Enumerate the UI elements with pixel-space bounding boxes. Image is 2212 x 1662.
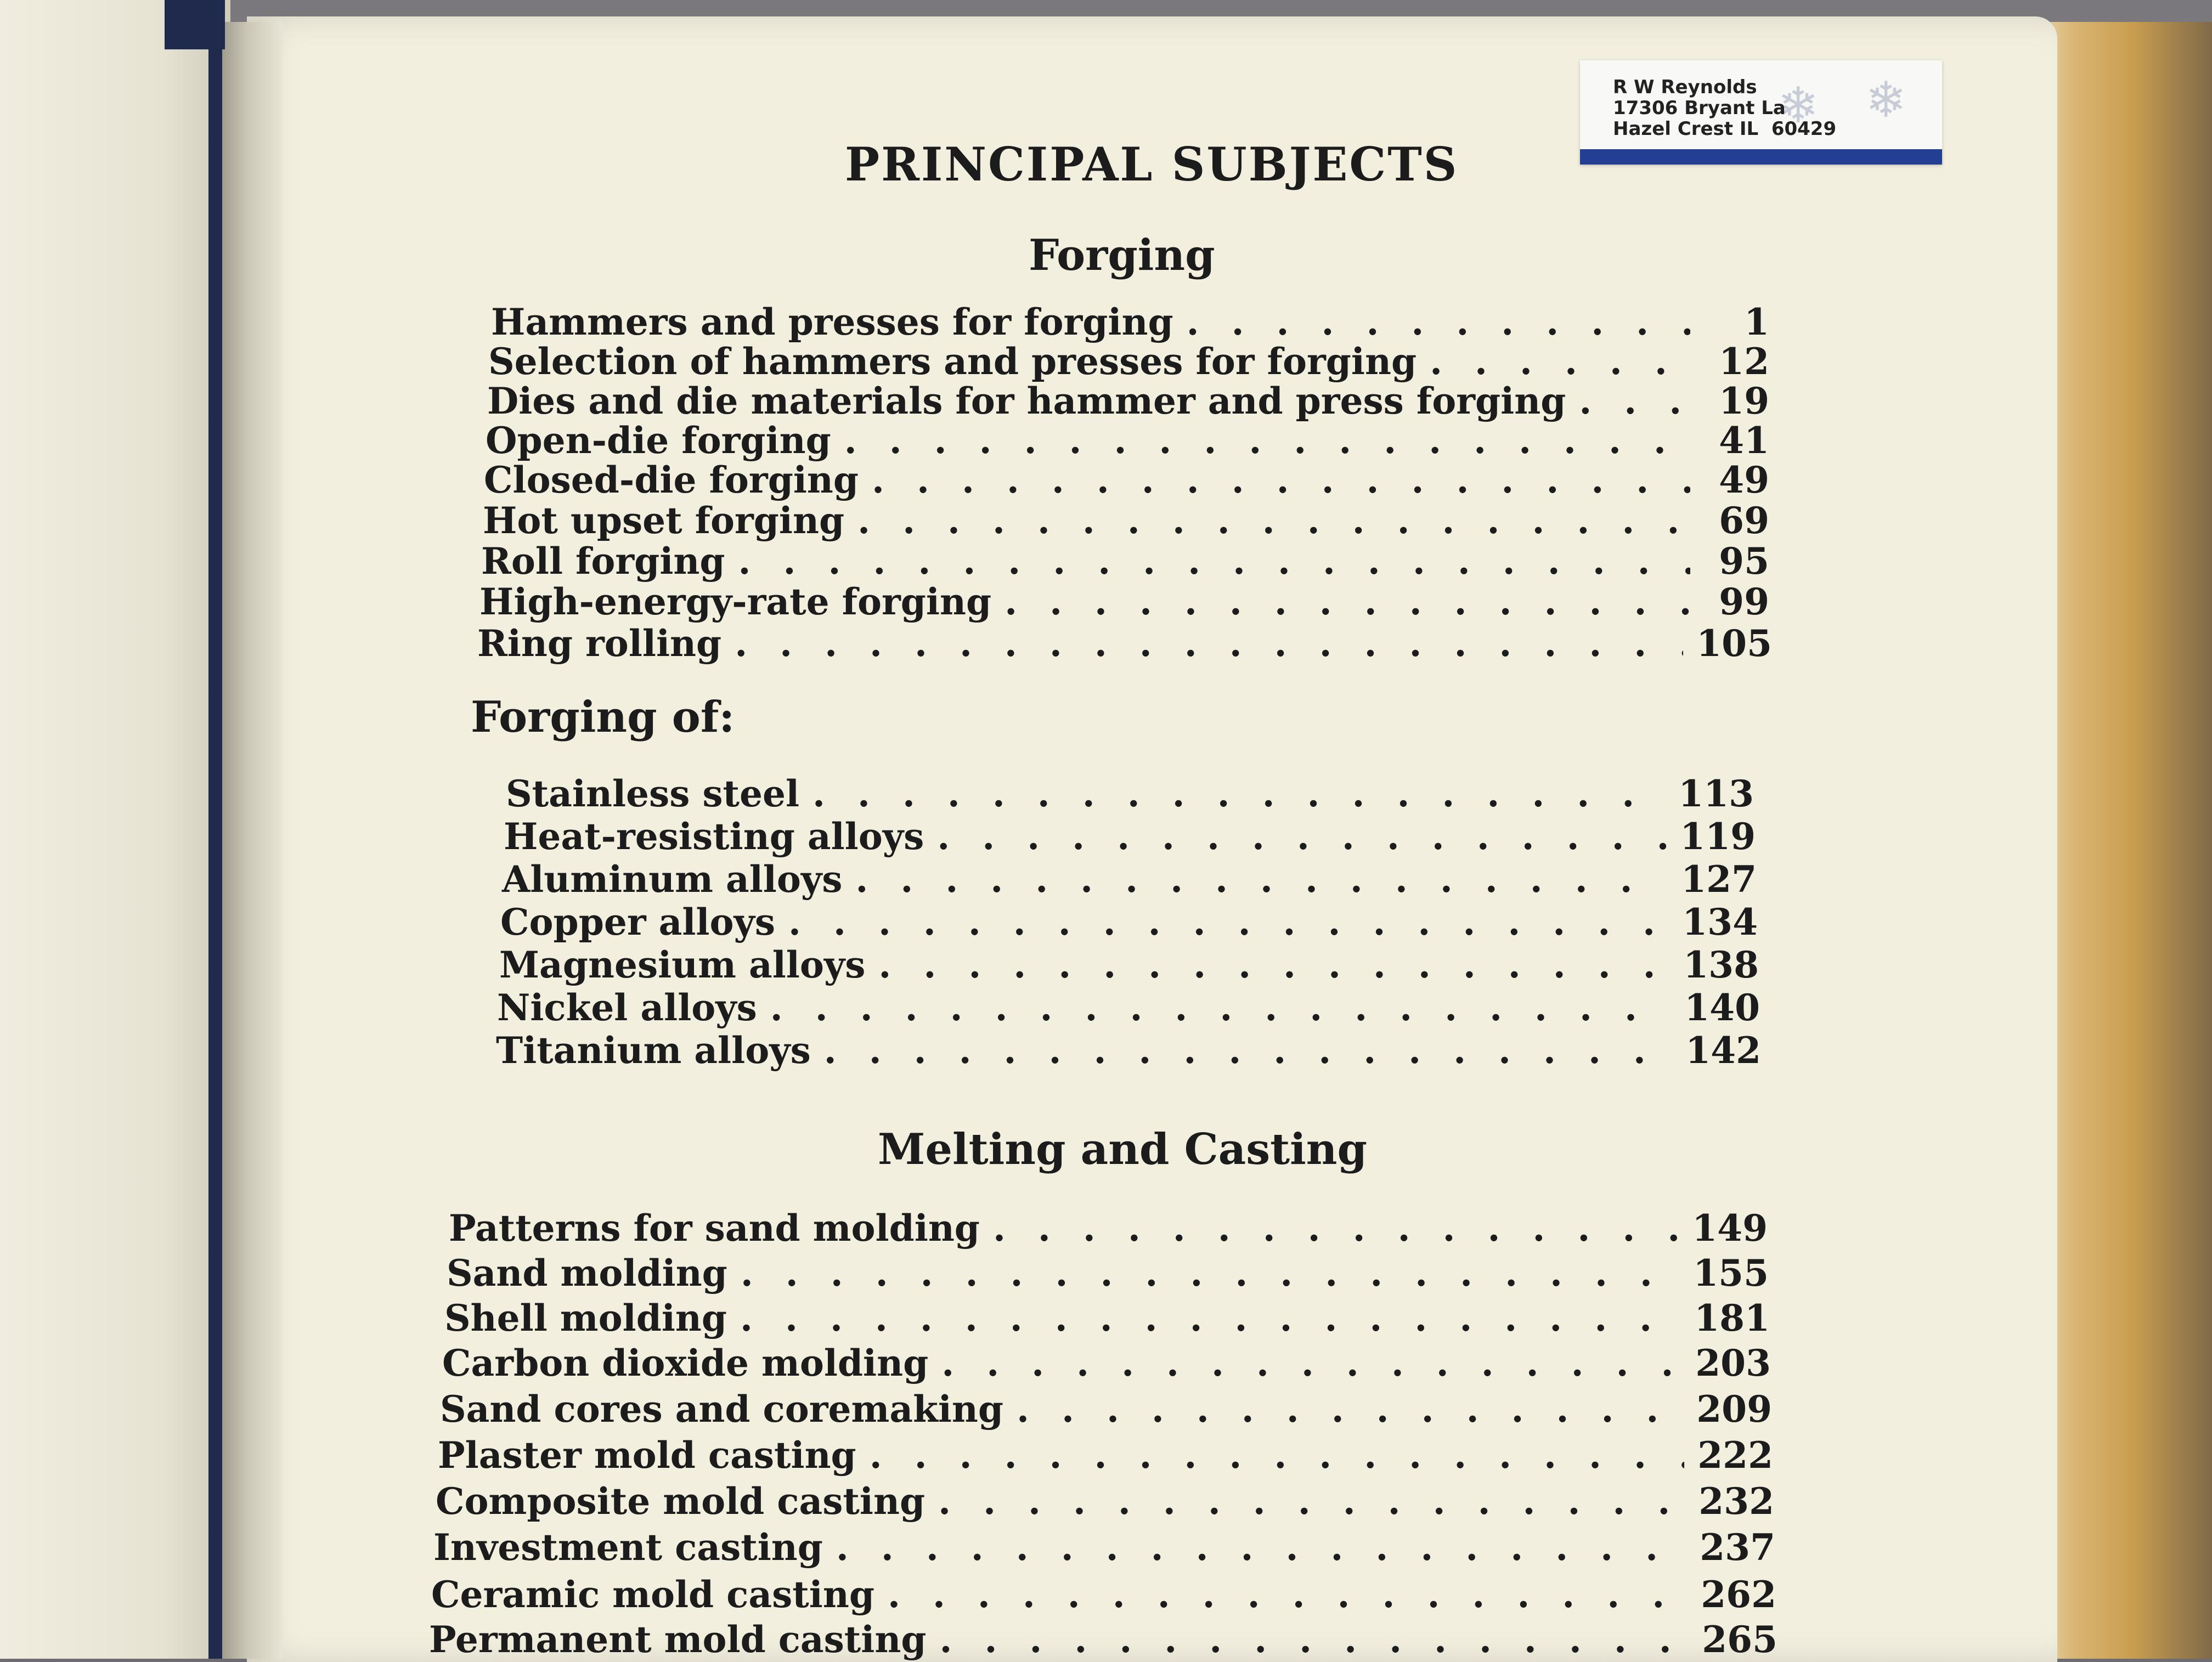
toc-entry-page: 12 <box>1719 340 1769 383</box>
toc-entry <box>491 301 1769 343</box>
toc-entry <box>502 858 1757 901</box>
leader-dots <box>993 1207 1679 1250</box>
leader-dots <box>1430 340 1690 383</box>
toc-entry <box>449 1207 1768 1250</box>
leader-dots <box>788 901 1669 943</box>
toc-entry-title: Nickel alloys <box>497 986 757 1029</box>
toc-entry-title: Carbon dioxide molding <box>442 1342 929 1384</box>
toc-entry <box>500 901 1758 943</box>
toc-entry-page: 181 <box>1694 1297 1770 1339</box>
leader-dots <box>1017 1388 1683 1431</box>
toc-entry-title: Hammers and presses for forging <box>491 301 1173 343</box>
snowflake-icon: ❄ <box>1778 77 1819 134</box>
toc-entry <box>477 622 1772 665</box>
toc-entry-page: 49 <box>1719 459 1769 501</box>
leader-dots <box>844 419 1690 462</box>
toc-entry-title: High-energy-rate forging <box>479 580 992 623</box>
toc-entry <box>497 986 1760 1029</box>
leader-dots <box>836 1526 1686 1569</box>
toc-entry <box>429 1618 1778 1661</box>
toc-entry-page: 69 <box>1719 499 1769 542</box>
toc-entry-page: 19 <box>1719 380 1769 422</box>
toc-entry-title: Ring rolling <box>477 622 722 665</box>
toc-entry-page: 222 <box>1697 1434 1773 1477</box>
toc-entry-page: 149 <box>1692 1207 1768 1250</box>
toc-entry <box>496 1029 1761 1072</box>
toc-entry-title: Sand cores and coremaking <box>440 1388 1004 1431</box>
leader-dots <box>940 1618 1689 1661</box>
toc-entry-page: 1 <box>1744 301 1769 343</box>
toc-entry <box>481 540 1769 583</box>
leader-dots <box>941 1342 1682 1384</box>
toc-entry-page: 138 <box>1683 943 1759 986</box>
toc-entry <box>433 1526 1775 1569</box>
leader-dots <box>741 1252 1680 1294</box>
toc-entry-page: 265 <box>1702 1618 1778 1661</box>
toc-entry-page: 155 <box>1693 1252 1769 1294</box>
toc-entry <box>486 419 1769 462</box>
toc-entry <box>447 1252 1769 1294</box>
toc-entry-title: Composite mold casting <box>436 1480 926 1523</box>
toc-entry-title: Roll forging <box>481 540 725 583</box>
section-heading-forging-of: Forging of: <box>471 692 735 742</box>
leader-dots <box>1579 380 1690 422</box>
toc-entry-title: Investment casting <box>433 1526 823 1569</box>
toc-entry-title: Heat-resisting alloys <box>504 815 924 858</box>
toc-entry-page: 95 <box>1719 540 1769 583</box>
leader-dots <box>1005 580 1690 623</box>
toc-entry-page: 262 <box>1701 1573 1776 1616</box>
toc-entry <box>488 340 1769 383</box>
toc-entry-page: 142 <box>1685 1029 1761 1072</box>
toc-entry-title: Shell molding <box>444 1297 727 1339</box>
toc-entry-page: 119 <box>1680 815 1756 858</box>
toc-entry-page: 203 <box>1695 1342 1771 1384</box>
toc-entry-page: 113 <box>1678 772 1754 815</box>
toc-entry-title: Open-die forging <box>486 419 831 462</box>
toc-entry <box>506 772 1754 815</box>
address-line: R W Reynolds <box>1613 76 1757 98</box>
toc-entry-title: Selection of hammers and presses for forging <box>488 340 1417 383</box>
toc-entry-title: Sand molding <box>447 1252 727 1294</box>
address-label <box>1580 60 1942 165</box>
page-title: PRINCIPAL SUBJECTS <box>845 137 1459 191</box>
toc-entry-title: Ceramic mold casting <box>431 1573 874 1616</box>
snowflake-icon: ❄ <box>1865 71 1907 129</box>
toc-entry-title: Aluminum alloys <box>502 858 843 901</box>
toc-entry-page: 140 <box>1684 986 1760 1029</box>
toc-entry-page: 232 <box>1699 1480 1774 1523</box>
toc-entry-title: Magnesium alloys <box>499 943 866 986</box>
leader-dots <box>824 1029 1672 1072</box>
toc-entry-page: 127 <box>1681 858 1757 901</box>
toc-entry-page: 41 <box>1719 419 1769 462</box>
toc-entry <box>438 1434 1773 1477</box>
section-heading-forging: Forging <box>1029 230 1215 280</box>
leader-dots <box>735 622 1683 665</box>
toc-entry <box>499 943 1759 986</box>
toc-entry <box>487 380 1769 422</box>
leader-dots <box>872 459 1690 501</box>
toc-entry-page: 99 <box>1719 580 1769 623</box>
leader-dots <box>937 815 1667 858</box>
toc-entry-title: Dies and die materials for hammer and press forging <box>487 380 1566 422</box>
toc-entry-title: Hot upset forging <box>483 499 845 542</box>
address-text <box>1613 77 1836 139</box>
gutter <box>222 22 283 1659</box>
leader-dots <box>870 1434 1685 1477</box>
address-line: Hazel Crest IL 60429 <box>1613 118 1837 140</box>
leader-dots <box>878 943 1670 986</box>
toc-entry <box>440 1388 1772 1431</box>
leader-dots <box>888 1573 1688 1616</box>
toc-entry-title: Stainless steel <box>506 772 800 815</box>
label-stripe <box>1580 149 1942 165</box>
leader-dots <box>938 1480 1685 1523</box>
toc-entry <box>442 1342 1771 1384</box>
toc-entry-title: Patterns for sand molding <box>449 1207 980 1250</box>
leader-dots <box>855 858 1668 901</box>
toc-entry-title: Plaster mold casting <box>438 1434 856 1477</box>
leader-dots <box>1187 301 1690 343</box>
section-heading-melting-casting: Melting and Casting <box>878 1124 1368 1174</box>
leader-dots <box>770 986 1671 1029</box>
toc-entry-page: 237 <box>1700 1526 1775 1569</box>
address-line: 17306 Bryant La <box>1613 97 1786 119</box>
toc-entry-title: Permanent mold casting <box>429 1618 927 1661</box>
toc-entry-page: 209 <box>1696 1388 1772 1431</box>
leader-dots <box>738 540 1690 583</box>
book-cover <box>165 0 225 49</box>
toc-entry-title: Copper alloys <box>500 901 776 943</box>
toc-entry <box>504 815 1756 858</box>
toc-entry <box>436 1480 1774 1523</box>
toc-entry <box>483 499 1769 542</box>
leader-dots <box>740 1297 1681 1339</box>
toc-entry <box>479 580 1769 623</box>
toc-entry <box>444 1297 1770 1339</box>
leader-dots <box>812 772 1665 815</box>
toc-entry-title: Titanium alloys <box>496 1029 811 1072</box>
toc-entry-page: 105 <box>1696 622 1772 665</box>
toc-entry-title: Closed-die forging <box>484 459 859 501</box>
toc-entry <box>431 1573 1776 1616</box>
toc-entry-page: 134 <box>1682 901 1758 943</box>
toc-entry <box>484 459 1769 501</box>
leader-dots <box>857 499 1690 542</box>
left-page <box>0 0 230 1659</box>
